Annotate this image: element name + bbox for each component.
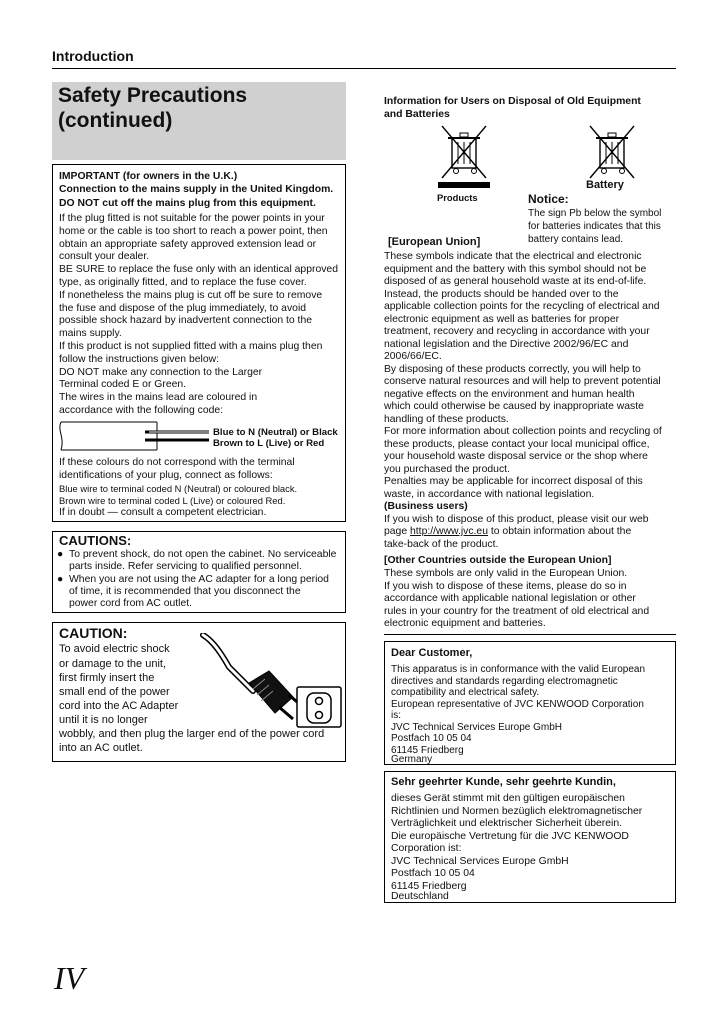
- eu-line: negative effects on the environment and human health: [384, 388, 635, 400]
- ac-plug-illustration: [193, 633, 343, 733]
- caution-box: [52, 622, 346, 762]
- dear-customer-line: Postfach 10 05 04: [391, 733, 472, 744]
- other-line: accordance with applicable national legislation or other: [384, 593, 636, 604]
- other-countries-heading: [Other Countries outside the European Union]: [384, 555, 612, 566]
- notice-line: battery contains lead.: [528, 234, 624, 245]
- eu-line: national legislation and the Directive 2002/96/EC and: [384, 338, 629, 350]
- uk-text-line: Terminal coded E or Green.: [59, 379, 187, 390]
- eu-line: Instead, the products should be handed over to the: [384, 288, 619, 300]
- eu-line: your household waste disposal service or the shop where: [384, 451, 648, 462]
- caution-heading: CAUTION:: [59, 625, 128, 641]
- eu-line: For more information about collection points and recycling of: [384, 426, 662, 437]
- caution-line: cord into the AC Adapter: [59, 700, 179, 712]
- eu-heading: [European Union]: [388, 236, 481, 248]
- caution-line: first firmly insert the: [59, 672, 155, 684]
- uk-text-line: consult your dealer.: [59, 251, 150, 262]
- uk-text-line: obtain an appropriate safety approved extension lead or: [59, 239, 317, 250]
- business-heading: (Business users): [384, 501, 468, 512]
- eu-line: conserve natural resources and will help to prevent potential: [384, 376, 661, 387]
- uk-text-line: If the plug fitted is not suitable for the power points in your: [59, 213, 325, 224]
- other-line: electronic equipment and batteries.: [384, 618, 546, 629]
- eu-text-block: [384, 251, 676, 631]
- bullet-icon: ●: [57, 574, 64, 585]
- german-line: Corporation ist:: [391, 843, 462, 854]
- eu-line: waste, in accordance with national legislation.: [384, 488, 595, 500]
- business-line: take-back of the product.: [384, 538, 499, 550]
- eu-line: which could otherwise be caused by inappropriate waste: [384, 401, 644, 412]
- wire-brown-label: Brown to L (Live) or Red: [213, 438, 325, 449]
- dear-customer-line: compatibility and electrical safety.: [391, 687, 540, 698]
- business-line-prefix: page: [384, 526, 411, 537]
- divider: [384, 634, 676, 635]
- caution-line: or damage to the unit,: [59, 658, 167, 670]
- cautions-bullet-2-line: power cord from AC outlet.: [69, 598, 193, 609]
- top-divider: [52, 68, 676, 69]
- german-line: Deutschland: [391, 891, 449, 902]
- other-line: These symbols are only valid in the European Union.: [384, 568, 628, 579]
- german-line: Verträglichkeit und elektrischer Sicherheit überein.: [391, 818, 623, 829]
- disposal-title-2: and Batteries: [384, 109, 450, 120]
- other-line: rules in your country for the treatment of old electrical and: [384, 605, 650, 617]
- uk-small-line: Blue wire to terminal coded N (Neutral) or coloured black.: [59, 483, 298, 494]
- eu-line: treatment, recovery and recycling in accordance with your: [384, 326, 650, 337]
- eu-line: disposed of as general household waste at its end-of-life.: [384, 276, 647, 287]
- caution-line: into an AC outlet.: [59, 742, 143, 754]
- battery-label: Battery: [586, 179, 624, 191]
- eu-line: these products, please contact your local municipal office,: [384, 438, 650, 450]
- cautions-heading: CAUTIONS:: [59, 533, 132, 548]
- uk-mains-box: [52, 164, 346, 522]
- uk-text-line: If this product is not supplied fitted with a mains plug then: [59, 341, 323, 352]
- eu-line: handling of these products.: [384, 413, 509, 425]
- business-line: If you wish to dispose of this product, please visit our web: [384, 513, 649, 525]
- cautions-bullet-1-line: parts inside. Refer servicing to qualified personnel.: [69, 561, 302, 572]
- uk-text-line: possible shock hazard by inadvertent connection to the: [59, 315, 312, 326]
- business-line: [384, 526, 631, 539]
- uk-text-line: DO NOT make any connection to the Larger: [59, 367, 263, 378]
- uk-small-line: Brown wire to terminal coded L (Live) or coloured Red.: [59, 495, 286, 506]
- german-line: 61145 Friedberg: [391, 880, 467, 892]
- wire-blue-label: Blue to N (Neutral) or Black: [213, 427, 338, 438]
- cautions-bullet-2-line: of time, it is recommended that you disconnect the: [69, 586, 301, 597]
- dear-customer-line: JVC Technical Services Europe GmbH: [391, 721, 562, 733]
- business-line-suffix: to obtain information about the: [487, 526, 632, 537]
- caution-line: To avoid electric shock: [59, 643, 170, 655]
- dear-customer-line: Germany: [391, 754, 433, 765]
- crossed-bin-battery-icon: [584, 124, 640, 182]
- dear-customer-heading: Dear Customer,: [391, 647, 473, 659]
- bullet-icon: ●: [57, 549, 64, 560]
- uk-last-line: If in doubt — consult a competent electrician.: [59, 507, 267, 518]
- german-customer-box: [384, 771, 676, 903]
- uk-text-line: If nonetheless the mains plug is cut off be sure to remove: [59, 290, 323, 301]
- uk-heading-2: Connection to the mains supply in the United Kingdom.: [59, 184, 334, 195]
- uk-text-line: BE SURE to replace the fuse only with an identical approved: [59, 264, 338, 275]
- eu-line: electronic equipment as well as batteries for proper: [384, 313, 620, 325]
- eu-line: By disposing of these products correctly, you will help to: [384, 363, 641, 375]
- eu-line: 2006/66/EC.: [384, 351, 442, 362]
- caution-line: small end of the power: [59, 686, 170, 698]
- uk-text-line: mains supply.: [59, 328, 122, 339]
- eu-line: Penalties may be applicable for incorrect disposal of this: [384, 476, 643, 487]
- page-title-line1: Safety Precautions: [58, 84, 248, 107]
- uk-heading-3: DO NOT cut off the mains plug from this equipment.: [59, 198, 316, 209]
- caution-line: wobbly, and then plug the larger end of the power cord: [59, 728, 325, 740]
- page-number: IV: [54, 960, 85, 996]
- caution-line: until it is no longer: [59, 714, 148, 726]
- cautions-box: [52, 531, 346, 613]
- uk-text-line: type, as originally fitted, and to replace the fuse cover.: [59, 277, 307, 288]
- section-title: Introduction: [52, 48, 134, 64]
- uk-text-line: The wires in the mains lead are coloured in: [59, 392, 258, 403]
- uk-text-line: follow the instructions given below:: [59, 354, 219, 365]
- crossed-bin-products-icon: [436, 124, 492, 188]
- jvc-website-link[interactable]: http://www.jvc.eu: [410, 526, 488, 537]
- notice-line: The sign Pb below the symbol: [528, 208, 662, 219]
- uk-text-line: the fuse and dispose of the plug immediately, to avoid: [59, 303, 307, 314]
- cautions-bullet-2-line: When you are not using the AC adapter for a long period: [69, 574, 329, 585]
- notice-heading: Notice:: [528, 192, 569, 206]
- german-line: dieses Gerät stimmt mit den gültigen europäischen: [391, 793, 625, 804]
- uk-text-line: home or the cable is too short to reach a power point, then: [59, 226, 328, 237]
- dear-customer-line: 61145 Friedberg: [391, 744, 464, 756]
- dear-customer-line: European representative of JVC KENWOOD Corporation: [391, 698, 644, 710]
- german-line: Die europäische Vertretung für die JVC KENWOOD: [391, 830, 629, 842]
- page-title-box: [52, 82, 346, 160]
- disposal-title-1: Information for Users on Disposal of Old Equipment: [384, 96, 641, 107]
- page-title-line2: (continued): [58, 109, 173, 132]
- cable-wires-illustration: [59, 418, 219, 452]
- german-line: Postfach 10 05 04: [391, 868, 475, 879]
- german-heading: Sehr geehrter Kunde, sehr geehrte Kundin,: [391, 776, 616, 788]
- german-line: JVC Technical Services Europe GmbH: [391, 855, 569, 867]
- dear-customer-line: is:: [391, 710, 401, 721]
- other-line: If you wish to dispose of these items, please do so in: [384, 580, 627, 592]
- dear-customer-box: [384, 641, 676, 765]
- eu-line: These symbols indicate that the electrical and electronic: [384, 251, 642, 262]
- eu-line: applicable collection points for the recycling of electrical and: [384, 301, 660, 312]
- eu-line: you purchased the product.: [384, 463, 510, 475]
- uk-after-line: If these colours do not correspond with the terminal: [59, 457, 295, 468]
- uk-text-line: accordance with the following code:: [59, 405, 224, 416]
- german-line: Richtlinien und Normen bezüglich elektromagnetischer: [391, 805, 643, 817]
- cautions-bullet-1-line: To prevent shock, do not open the cabinet. No serviceable: [69, 549, 337, 560]
- dear-customer-line: This apparatus is in conformance with the valid European: [391, 664, 646, 675]
- eu-line: equipment and the battery with this symbol should not be: [384, 263, 647, 275]
- products-label: Products: [437, 192, 478, 203]
- uk-after-line: identifications of your plug, connect as follows:: [59, 470, 273, 481]
- notice-line: for batteries indicates that this: [528, 221, 661, 232]
- uk-heading-1: IMPORTANT (for owners in the U.K.): [59, 171, 238, 182]
- dear-customer-line: directives and standards regarding electromagnetic: [391, 675, 618, 687]
